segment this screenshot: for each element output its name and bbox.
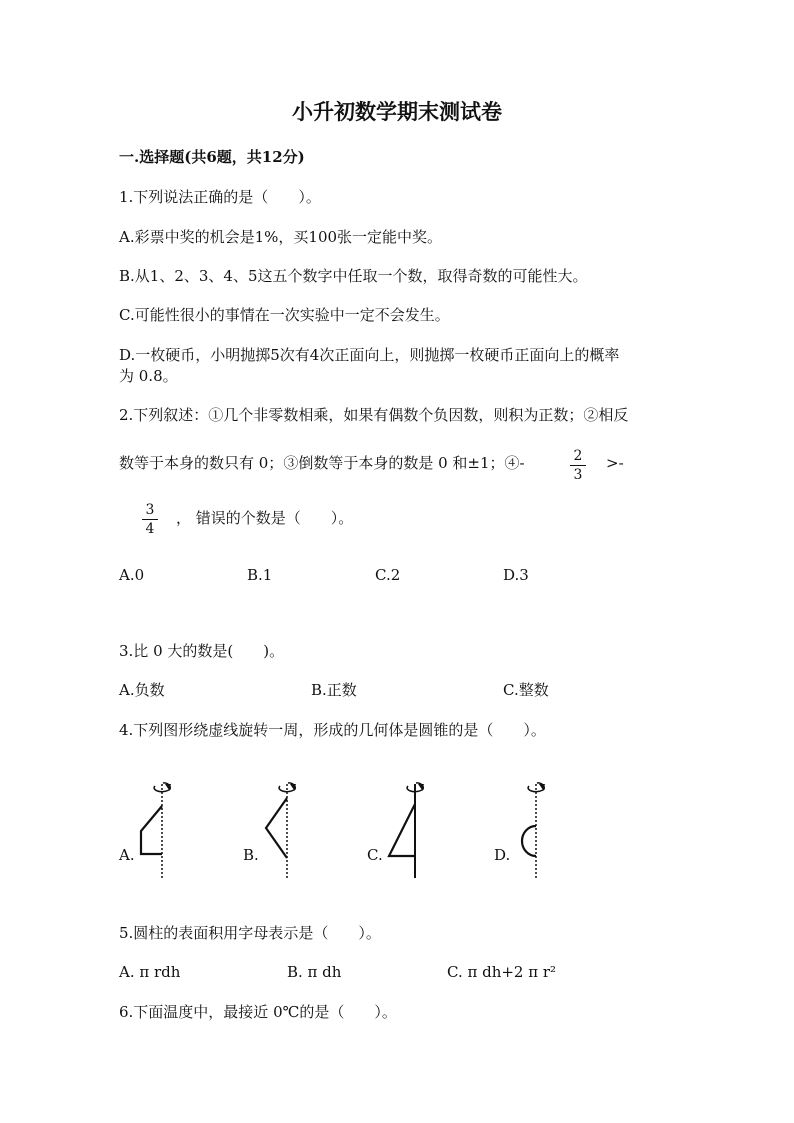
- q6-stem: 6.下面温度中，最接近 0℃的是（ ）。: [119, 1003, 397, 1021]
- fraction-denominator: 3: [573, 467, 583, 483]
- figure-a-shape: [135, 776, 180, 880]
- q2-option-b: B.1: [247, 566, 273, 584]
- q1-stem: 1.下列说法正确的是（ ）。: [119, 188, 321, 206]
- fraction-bar: [142, 519, 158, 520]
- q3-stem: 3.比 0 大的数是( )。: [119, 642, 285, 660]
- q1-option-d-line1: D.一枚硬币，小明抛掷5次有4次正面向上，则抛掷一枚硬币正面向上的概率: [119, 346, 620, 364]
- section-heading: 一.选择题(共6题，共12分): [119, 148, 305, 166]
- q2-line2: 数等于本身的数只有 0；③倒数等于本身的数是 0 和±1；④-: [119, 454, 525, 472]
- q2-option-a: A.0: [119, 566, 145, 584]
- figure-d-shape: [510, 776, 555, 880]
- q4-stem: 4.下列图形绕虚线旋转一周，形成的几何体是圆锥的是（ ）。: [119, 721, 546, 739]
- q2-line1: 2.下列叙述：①几个非零数相乘，如果有偶数个负因数，则积为正数；②相反: [119, 406, 629, 424]
- q2-greater-than: >-: [606, 454, 624, 472]
- fraction-numerator: 2: [573, 448, 583, 464]
- q4-label-b: B.: [243, 846, 259, 864]
- q5-option-a: A. π rdh: [119, 963, 181, 981]
- q1-option-b: B.从1、2、3、4、5这五个数字中任取一个数，取得奇数的可能性大。: [119, 267, 588, 285]
- figure-c-shape: [385, 776, 430, 880]
- q1-option-c: C.可能性很小的事情在一次实验中一定不会发生。: [119, 306, 450, 324]
- q4-label-d: D.: [494, 846, 511, 864]
- figure-b-shape: [260, 776, 305, 880]
- q2-line3: ， 错误的个数是（ ）。: [176, 509, 354, 527]
- q2-option-d: D.3: [503, 566, 529, 584]
- fraction-denominator: 4: [145, 521, 155, 537]
- q4-label-c: C.: [367, 846, 383, 864]
- q5-stem: 5.圆柱的表面积用字母表示是（ ）。: [119, 924, 381, 942]
- q5-option-b: B. π dh: [287, 963, 342, 981]
- fraction-numerator: 3: [145, 502, 155, 518]
- fraction-bar: [570, 465, 586, 466]
- q1-option-a: A.彩票中奖的机会是1%，买100张一定能中奖。: [119, 228, 443, 246]
- q3-option-a: A.负数: [119, 681, 165, 699]
- q2-fraction-2: [142, 502, 158, 537]
- page-title: 小升初数学期末测试卷: [292, 99, 502, 124]
- q2-option-c: C.2: [375, 566, 401, 584]
- q2-fraction-1: [570, 448, 586, 483]
- q3-option-b: B.正数: [311, 681, 357, 699]
- q1-option-d-line2: 为 0.8。: [119, 367, 178, 385]
- q5-option-c: C. π dh+2 π r²: [447, 963, 557, 981]
- q3-option-c: C.整数: [503, 681, 549, 699]
- q4-label-a: A.: [119, 846, 135, 864]
